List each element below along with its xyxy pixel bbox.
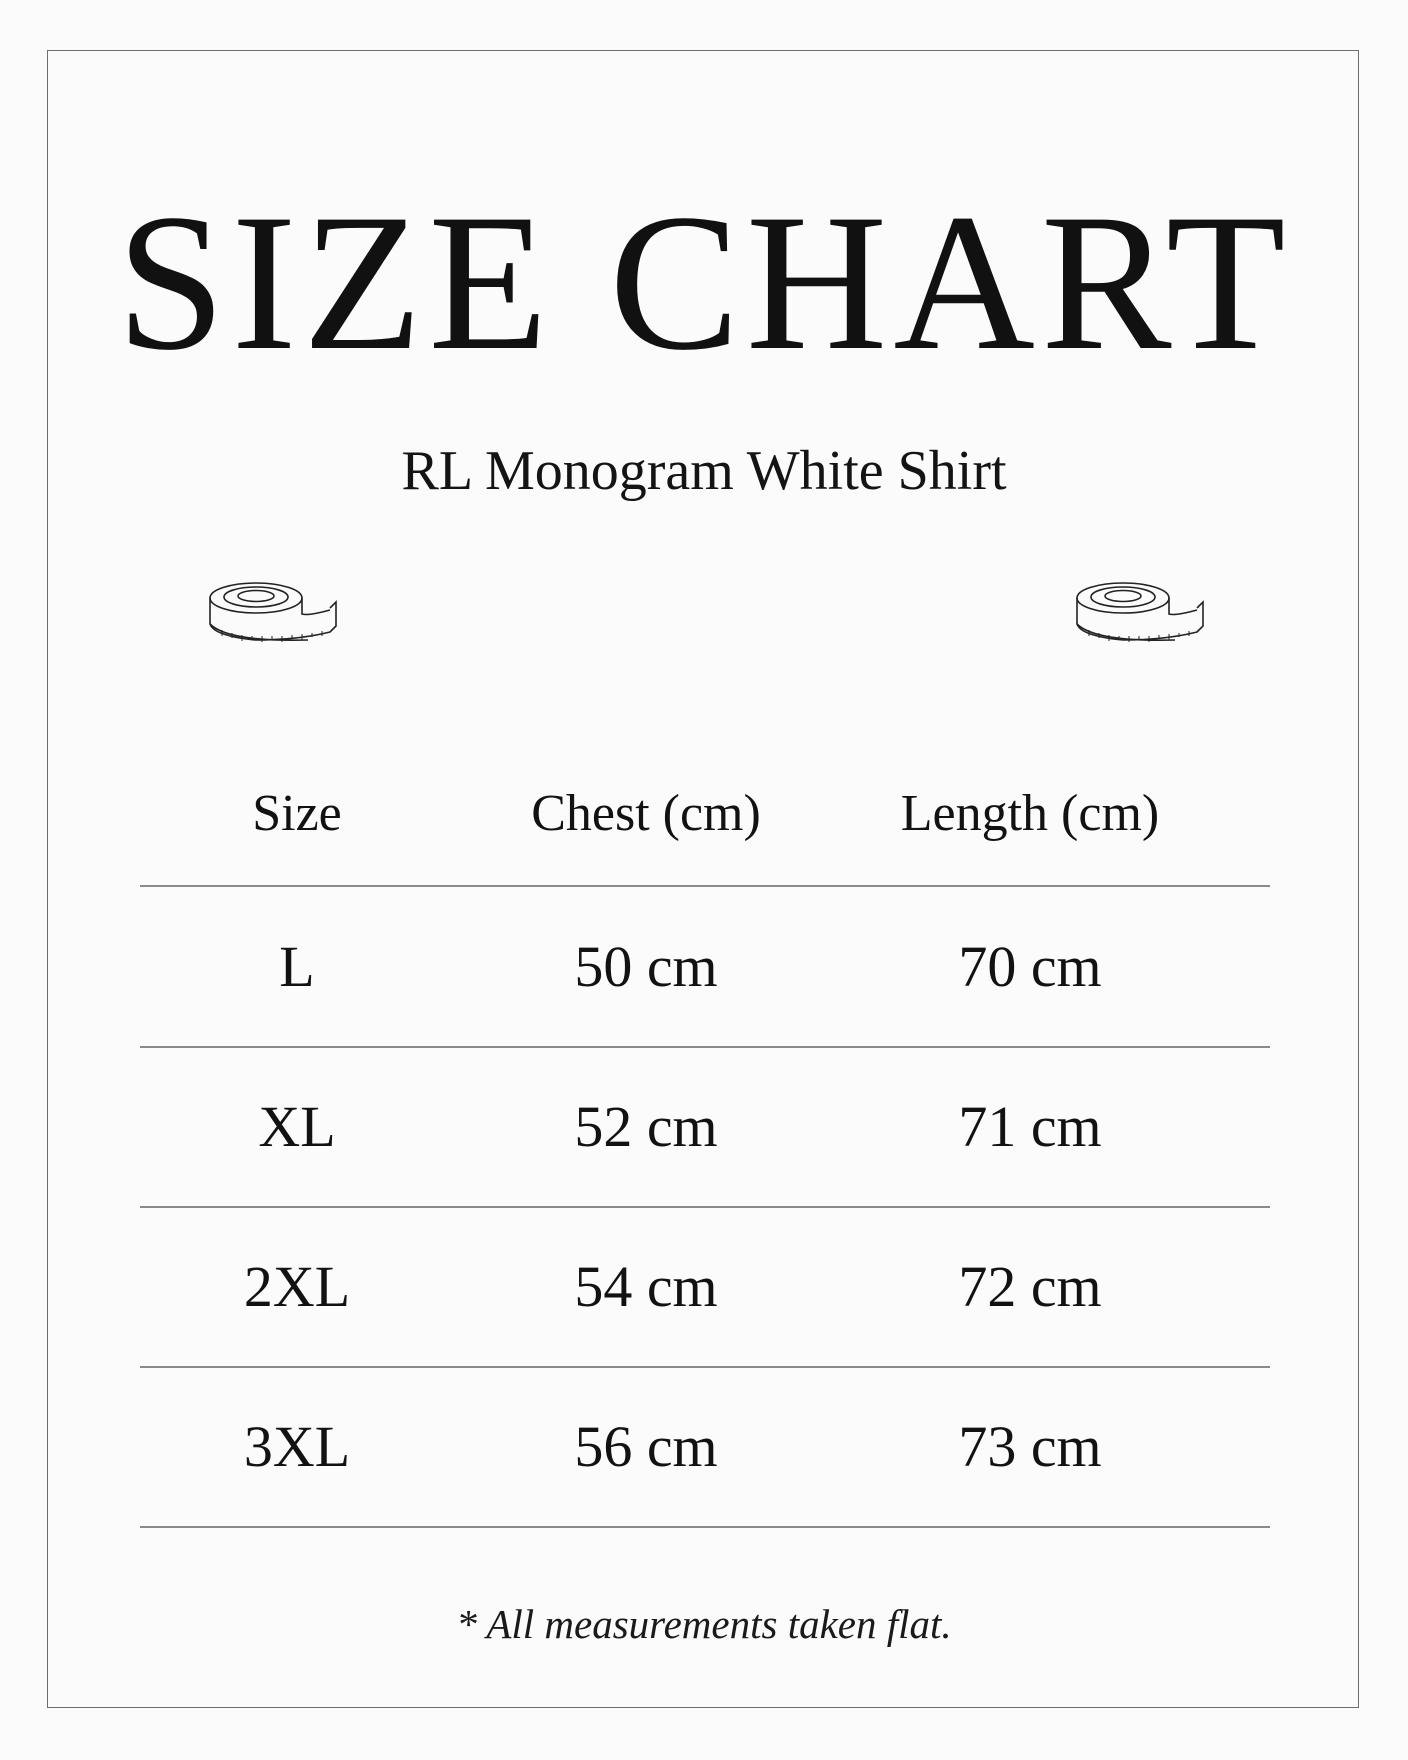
cell-size: L — [279, 933, 315, 999]
cell-length: 72 cm — [958, 1253, 1102, 1319]
cell-length: 70 cm — [958, 933, 1102, 999]
header-length: Length (cm) — [900, 784, 1160, 842]
product-name: RL Monogram White Shirt — [401, 440, 1007, 502]
row-divider — [140, 1206, 1270, 1208]
cell-chest: 52 cm — [574, 1093, 718, 1159]
header-size: Size — [252, 784, 342, 842]
row-divider — [140, 1366, 1270, 1368]
cell-chest: 56 cm — [574, 1413, 718, 1479]
row-divider — [140, 1046, 1270, 1048]
cell-length: 73 cm — [958, 1413, 1102, 1479]
size-table — [140, 740, 1270, 1526]
row-divider — [140, 885, 1270, 887]
page-title: SIZE CHART — [116, 174, 1292, 391]
header-chest: Chest (cm) — [531, 784, 761, 842]
cell-size: XL — [258, 1093, 336, 1159]
table-row — [140, 1206, 1270, 1366]
table-row — [140, 886, 1270, 1046]
cell-size: 2XL — [243, 1253, 351, 1319]
table-header-row — [140, 740, 1270, 886]
table-row — [140, 1366, 1270, 1526]
cell-size: 3XL — [243, 1413, 351, 1479]
cell-chest: 54 cm — [574, 1253, 718, 1319]
row-divider — [140, 1526, 1270, 1528]
measuring-tape-icon — [1075, 580, 1207, 652]
table-row — [140, 1046, 1270, 1206]
measurement-footnote: * All measurements taken flat. — [456, 1601, 952, 1647]
measuring-tape-icon — [208, 580, 340, 652]
cell-chest: 50 cm — [574, 933, 718, 999]
cell-length: 71 cm — [958, 1093, 1102, 1159]
